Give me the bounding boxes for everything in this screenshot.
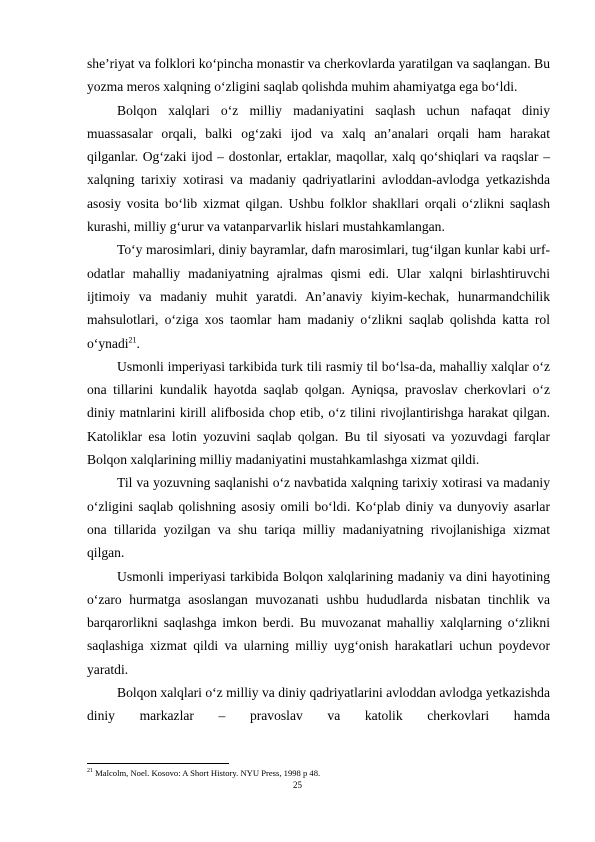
paragraph bbox=[87, 565, 550, 681]
paragraph-text: Til va yozuvning saqlanishi o‘z navbatida xalqning tarixiy xotirasi va madaniy o‘zligini saqlab qolishning asosiy omili bo‘ldi. Ko‘plab diniy va dunyoviy asarlar ona tillarida yozilgan va shu tariqa milliy madaniyatning rivojlanishiga xizmat qilgan. bbox=[87, 475, 550, 561]
paragraph bbox=[87, 471, 550, 564]
paragraph bbox=[87, 681, 550, 728]
footnote-divider bbox=[87, 763, 229, 764]
paragraph-text: To‘y marosimlari, diniy bayramlar, dafn marosimlari, tug‘ilgan kunlar kabi urf-odatlar mahalliy madaniyatning ajralmas qismi edi. Ular xalqni birlashtiruvchi ijtimoiy va madaniy muhit yaratdi. An’anaviy kiyim-kechak, hunarmandchilik mahsulotlari, o‘ziga xos taomlar ham madaniy o‘zlikni saqlab qolishda katta rol o‘ynadi bbox=[87, 242, 550, 351]
paragraph bbox=[87, 99, 550, 239]
footnote bbox=[87, 768, 550, 779]
page-body bbox=[87, 52, 550, 728]
paragraph-text: Usmonli imperiyasi tarkibida turk tili rasmiy til bo‘lsa-da, mahalliy xalqlar o‘z ona tillarini kundalik hayotda saqlab qolgan. Ayniqsa, pravoslav cherkovlari o‘z diniy matnlarini kirill alifbosida chop etib, o‘z tilini rivojlantirishga harakat qilgan. Katoliklar esa lotin yozuvini saqlab qolgan. Bu til siyosati va yozuvdagi farqlar Bolqon xalqlarining milliy madaniyatini mustahkamlashga xizmat qildi. bbox=[87, 358, 550, 468]
paragraph bbox=[87, 238, 550, 354]
paragraph-end: . bbox=[136, 335, 140, 351]
paragraph-text: Usmonli imperiyasi tarkibida Bolqon xalqlarining madaniy va dini hayotining o‘zaro hurmatga asoslangan muvozanati ushbu hududlarda nisbatan tinchlik va barqarorlikni saqlashga imkon berdi. Bu muvozanat mahalliy xalqlarning o‘zlikni saqlashiga xizmat qildi va ularning milliy uyg‘onish harakatlari uchun poydevor yaratdi. bbox=[87, 568, 550, 677]
page-number: 25 bbox=[293, 780, 302, 790]
paragraph-text: Bolqon xalqlari o‘z milliy va diniy qadriyatlarini avloddan avlodga yetkazishda diniy markazlar – pravoslav va katolik cherkovlari hamda bbox=[87, 685, 550, 724]
paragraph bbox=[87, 355, 550, 471]
footnote-text: Malcolm, Noel. Kosovo: A Short History. NYU Press, 1998 p 48. bbox=[93, 768, 321, 778]
footnote-number: 21 bbox=[87, 768, 93, 775]
paragraph-text: she’riyat va folklori ko‘pincha monastir va cherkovlarda yaratilgan va saqlangan. Bu yozma meros xalqning o‘zligini saqlab qolishda muhim ahamiyatga ega bo‘ldi. bbox=[87, 56, 550, 95]
footnote-reference[interactable]: 21 bbox=[128, 335, 137, 345]
paragraph-text: Bolqon xalqlari o‘z milliy madaniyatini saqlash uchun nafaqat diniy muassasalar orqali, balki og‘zaki ijod va xalq an’analari orqali ham harakat qilganlar. Og‘zaki ijod – dostonlar, ertaklar, maqollar, xalq qo‘shiqlari va raqslar – xalqning tarixiy xotirasi va madaniy qadriyatlarini avloddan-avlodga yetkazishda asosiy vosita bo‘lib xizmat qilgan. Ushbu folklor shakllari orqali o‘zlikni saqlash kurashi, milliy g‘urur va vatanparvarlik hislari mustahkamlangan. bbox=[87, 102, 550, 235]
paragraph bbox=[87, 52, 550, 99]
